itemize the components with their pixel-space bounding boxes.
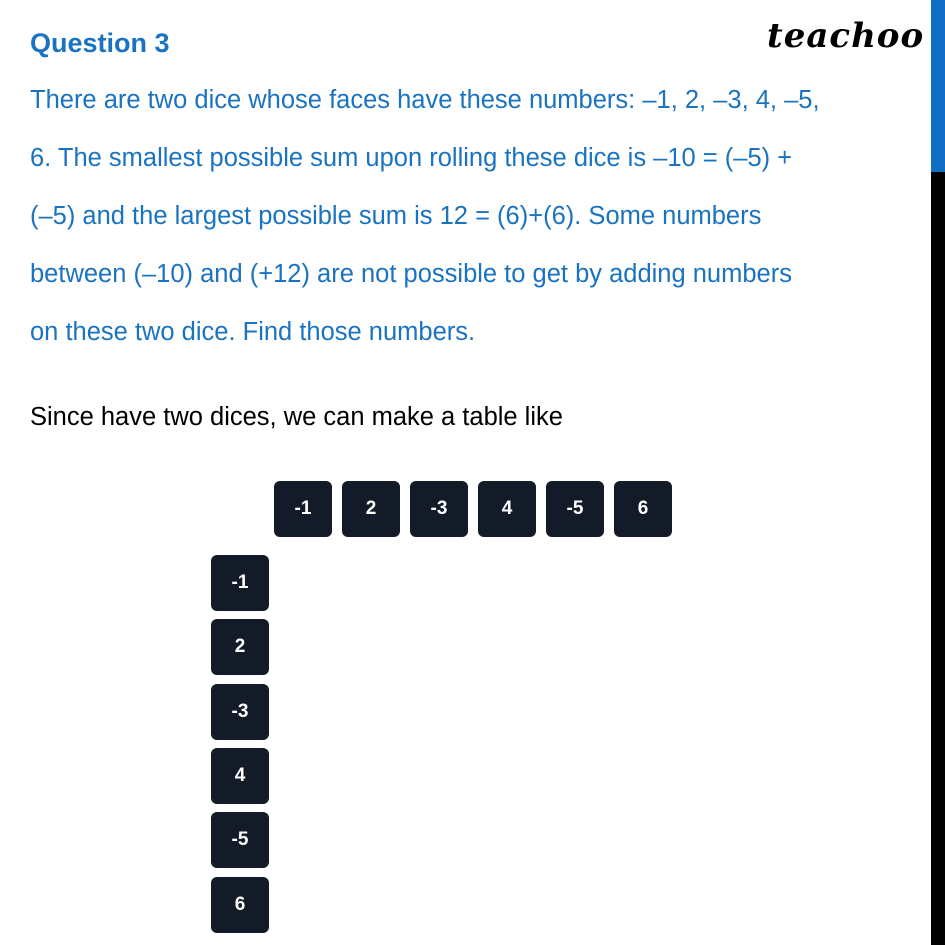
question-line: There are two dice whose faces have these numbers: –1, 2, –3, 4, –5, bbox=[30, 86, 820, 114]
question-line: on these two dice. Find those numbers. bbox=[30, 318, 476, 346]
row-header-tile: 6 bbox=[211, 877, 269, 933]
sidebar-dark-bar bbox=[931, 172, 945, 945]
question-line: 6. The smallest possible sum upon rolling these dice is –10 = (–5) + bbox=[30, 144, 793, 172]
column-header-tile: 6 bbox=[614, 481, 672, 537]
column-header-tile: -1 bbox=[274, 481, 332, 537]
row-header-tile: 4 bbox=[211, 748, 269, 804]
solution-text: Since have two dices, we can make a table like bbox=[30, 403, 563, 431]
question-line: (–5) and the largest possible sum is 12 = (6)+(6). Some numbers bbox=[30, 202, 762, 230]
teachoo-logo: teachoo bbox=[767, 16, 925, 56]
column-header-tile: -3 bbox=[410, 481, 468, 537]
column-header-tile: 2 bbox=[342, 481, 400, 537]
row-header-tile: 2 bbox=[211, 619, 269, 675]
column-header-tile: 4 bbox=[478, 481, 536, 537]
question-title: Question 3 bbox=[30, 28, 170, 58]
column-header-tile: -5 bbox=[546, 481, 604, 537]
question-line: between (–10) and (+12) are not possible to get by adding numbers bbox=[30, 260, 792, 288]
row-header-tile: -5 bbox=[211, 812, 269, 868]
sidebar-accent-bar bbox=[931, 0, 945, 172]
row-header-tile: -1 bbox=[211, 555, 269, 611]
row-header-tile: -3 bbox=[211, 684, 269, 740]
